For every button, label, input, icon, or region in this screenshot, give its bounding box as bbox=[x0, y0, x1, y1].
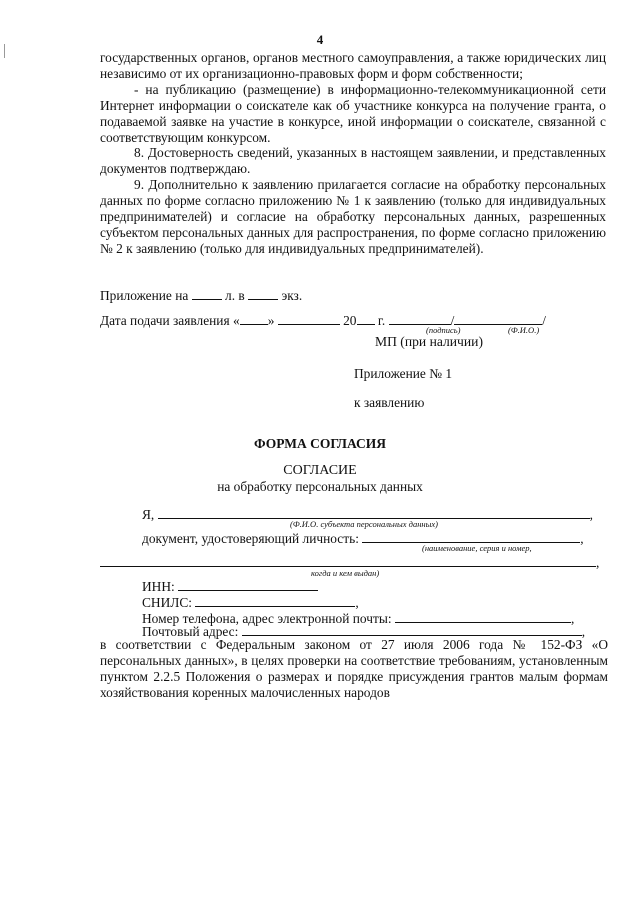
phone-label: Номер телефона, адрес электронной почты: bbox=[142, 611, 392, 626]
year-field[interactable] bbox=[357, 314, 375, 325]
postal-field[interactable] bbox=[242, 625, 582, 636]
sheets-field[interactable] bbox=[192, 289, 222, 300]
slash-2: / bbox=[542, 313, 547, 328]
paragraph-4: 9. Дополнительно к заявлению прилагается согласие на обработку персональных данных по форме согласно приложению № 1 к заявлению (только для индивидуальных предпринимателей) и согласие на обработку персональных данных, разрешенных субъектом персональных данных для распространения, по форме согласно приложению № 2 к заявлению (только для индивидуальных предпринимателей). bbox=[100, 177, 606, 256]
issued-field[interactable] bbox=[100, 556, 596, 567]
consent-header: СОГЛАСИЕ bbox=[283, 463, 357, 478]
paragraph-2: - на публикацию (размещение) в информационно-телекоммуникационной сети Интернет информации о соискателе как об участнике конкурса на получение гранта, о подаваемой заявке на участие в конкурсе, иной информации о соискателе, связанной с соответствующим конкурсом. bbox=[100, 81, 606, 145]
subject-name-caption: (Ф.И.О. субъекта персональных данных) bbox=[290, 519, 438, 529]
name-field[interactable] bbox=[454, 314, 542, 325]
postal-label: Почтовый адрес: bbox=[142, 624, 239, 639]
name-caption: (Ф.И.О.) bbox=[508, 325, 540, 335]
signature-field[interactable] bbox=[389, 314, 451, 325]
inn-label: ИНН: bbox=[142, 579, 175, 594]
phone-field[interactable] bbox=[395, 612, 571, 623]
stamp-label: МП (при наличии) bbox=[375, 334, 483, 349]
snils-field[interactable] bbox=[195, 596, 355, 607]
consent-text bbox=[100, 637, 608, 701]
date-line bbox=[100, 313, 546, 329]
year-prefix: 20 bbox=[343, 313, 357, 328]
day-field[interactable] bbox=[240, 314, 268, 325]
copies-field[interactable] bbox=[248, 289, 278, 300]
comma: , bbox=[570, 611, 575, 626]
date-close-quote: » bbox=[267, 313, 275, 328]
inn-field[interactable] bbox=[178, 580, 318, 591]
comma: , bbox=[581, 624, 586, 639]
comma: , bbox=[355, 595, 359, 610]
attachment-mid: л. в bbox=[225, 288, 245, 303]
document-field[interactable] bbox=[362, 532, 580, 543]
form-title: ФОРМА СОГЛАСИЯ bbox=[253, 436, 387, 451]
year-suffix: г. bbox=[377, 313, 386, 328]
attachment-suffix: экз. bbox=[281, 288, 303, 303]
comma: , bbox=[589, 507, 593, 522]
comma: , bbox=[596, 555, 600, 570]
comma: , bbox=[580, 531, 584, 546]
month-field[interactable] bbox=[278, 314, 340, 325]
consent-paragraph: в соответствии с Федеральным законом от 27 июля 2006 года № 152-ФЗ «О персональных данных», в целях проверки на соответствие требованиям, установленным пунктом 2.2.5 Положения о размерах и порядке присуждения грантов малым формам хозяйствования коренных малочисленных народов bbox=[100, 637, 608, 700]
appendix-subtitle: к заявлению bbox=[354, 395, 425, 410]
attachment-prefix: Приложение на bbox=[100, 288, 189, 303]
slash-1: / bbox=[450, 313, 455, 328]
appendix-title: Приложение № 1 bbox=[354, 366, 453, 381]
paragraph-1: государственных органов, органов местного самоуправления, а также юридических лиц независимо от их организационно-правовых форм и форм собственности; bbox=[100, 50, 606, 81]
date-prefix: Дата подачи заявления « bbox=[100, 313, 240, 328]
attachment-line bbox=[100, 288, 302, 304]
consent-subheader: на обработку персональных данных bbox=[217, 479, 423, 494]
issued-caption: когда и кем выдан) bbox=[311, 568, 380, 578]
document-caption: (наименование, серия и номер, bbox=[422, 543, 532, 553]
subject-name-field[interactable] bbox=[158, 508, 590, 519]
inn-row bbox=[142, 579, 318, 595]
body-text bbox=[100, 50, 606, 257]
paragraph-3: 8. Достоверность сведений, указанных в настоящем заявлении, и представленных документов подтверждаю. bbox=[100, 145, 606, 177]
signature-caption: (подпись) bbox=[426, 325, 461, 335]
snils-label: СНИЛС: bbox=[142, 595, 193, 610]
page-number: 4 bbox=[316, 32, 324, 47]
snils-row bbox=[142, 595, 359, 611]
i-label: Я, bbox=[142, 507, 155, 522]
document-label: документ, удостоверяющий личность: bbox=[142, 531, 359, 546]
